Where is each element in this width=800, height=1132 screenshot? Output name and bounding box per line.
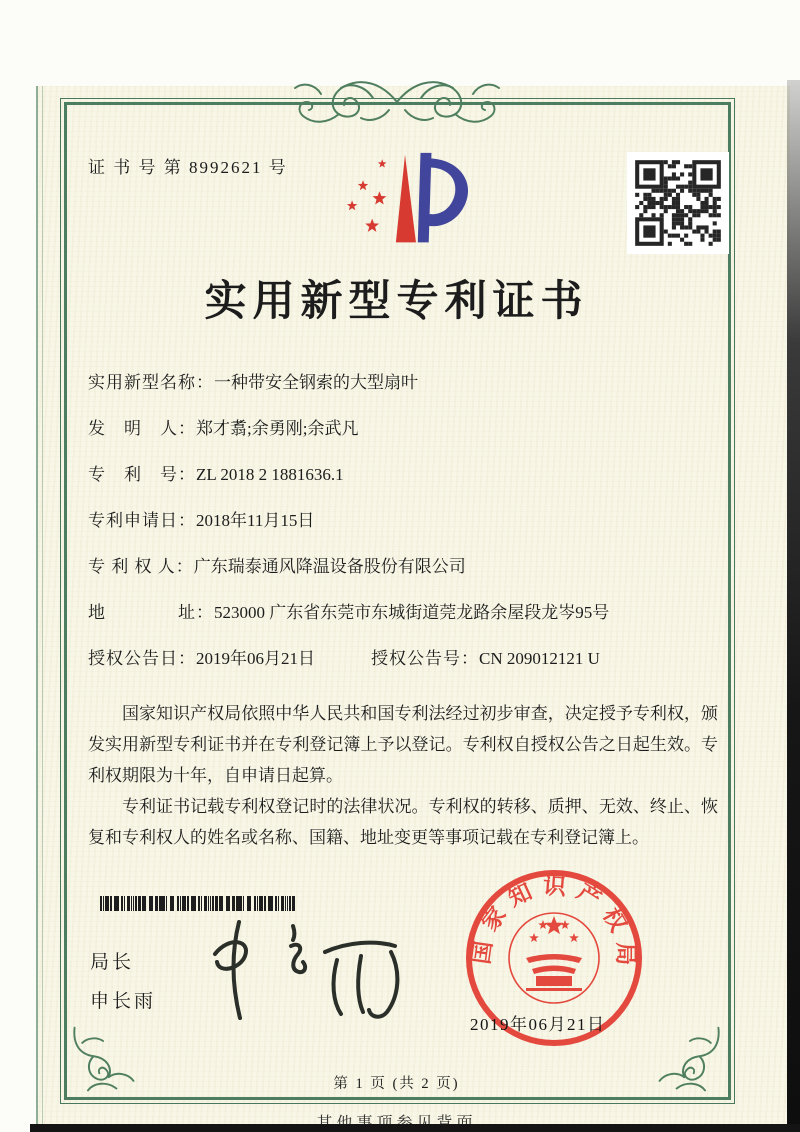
field-label: 专利申请日：	[88, 511, 196, 530]
field-value: 523000 广东省东莞市东城街道莞龙路余屋段龙岑95号	[214, 603, 610, 622]
field-value: ZL 2018 2 1881636.1	[196, 465, 344, 484]
page-edge-line	[42, 86, 43, 1132]
field-label: 实用新型名称：	[88, 373, 214, 392]
signature-icon	[195, 912, 425, 1024]
scan-edge-bottom	[30, 1124, 800, 1132]
field-label: 授权公告日：	[88, 649, 196, 668]
field-value-grant-no: CN 209012121 U	[479, 649, 600, 668]
field-value: 2018年11月15日	[196, 511, 315, 530]
field-row-filing-date	[88, 512, 728, 529]
field-row-address	[88, 604, 728, 621]
page-number: 第 1 页 (共 2 页)	[333, 1076, 460, 1092]
top-scroll-ornament-icon	[277, 72, 517, 134]
legal-paragraph-1: 国家知识产权局依照中华人民共和国专利法经过初步审查，决定授予专利权，颁发实用新型专利证书并在专利登记簿上予以登记。专利权自授权公告之日起生效。专利权期限为十年，自申请日起算。	[88, 704, 718, 785]
field-label: 地 址：	[88, 603, 214, 622]
field-label-grant-no: 授权公告号：	[371, 649, 479, 668]
field-label: 专 利 号：	[88, 465, 196, 484]
field-value: 一种带安全钢索的大型扇叶	[214, 373, 418, 392]
field-row-patent-no	[88, 466, 728, 483]
barcode-icon	[100, 896, 296, 911]
commissioner-title: 局长	[90, 952, 135, 973]
scan-edge-right	[787, 80, 800, 1132]
qr-code-icon	[627, 152, 729, 254]
commissioner-name: 申长雨	[90, 991, 157, 1012]
field-list	[88, 374, 728, 696]
field-value: 郑才翥;余勇刚;余武凡	[196, 419, 359, 438]
field-row-patentee	[88, 558, 728, 575]
field-row-name	[88, 374, 728, 391]
field-row-inventors	[88, 420, 728, 437]
field-value: 广东瑞泰通风降温设备股份有限公司	[193, 557, 466, 576]
seal-date: 2019年06月21日	[470, 1015, 606, 1034]
field-row-grant	[88, 650, 728, 667]
field-value: 2019年06月21日	[196, 649, 315, 668]
certificate-number: 证 书 号 第 8992621 号	[88, 158, 288, 177]
legal-text	[88, 698, 718, 853]
field-label: 专 利 权 人：	[88, 557, 194, 576]
certificate-title: 实用新型专利证书	[204, 279, 589, 325]
field-label: 发 明 人：	[88, 419, 196, 438]
seal-emblem-gate	[526, 954, 582, 991]
cnipa-logo-icon	[332, 148, 478, 260]
seal-ring-text: 国家知识产权局	[468, 873, 639, 975]
legal-paragraph-2: 专利证书记载专利权登记时的法律状况。专利权的转移、质押、无效、终止、恢复和专利权人的姓名或名称、国籍、地址变更等事项记载在专利登记簿上。	[88, 797, 718, 847]
